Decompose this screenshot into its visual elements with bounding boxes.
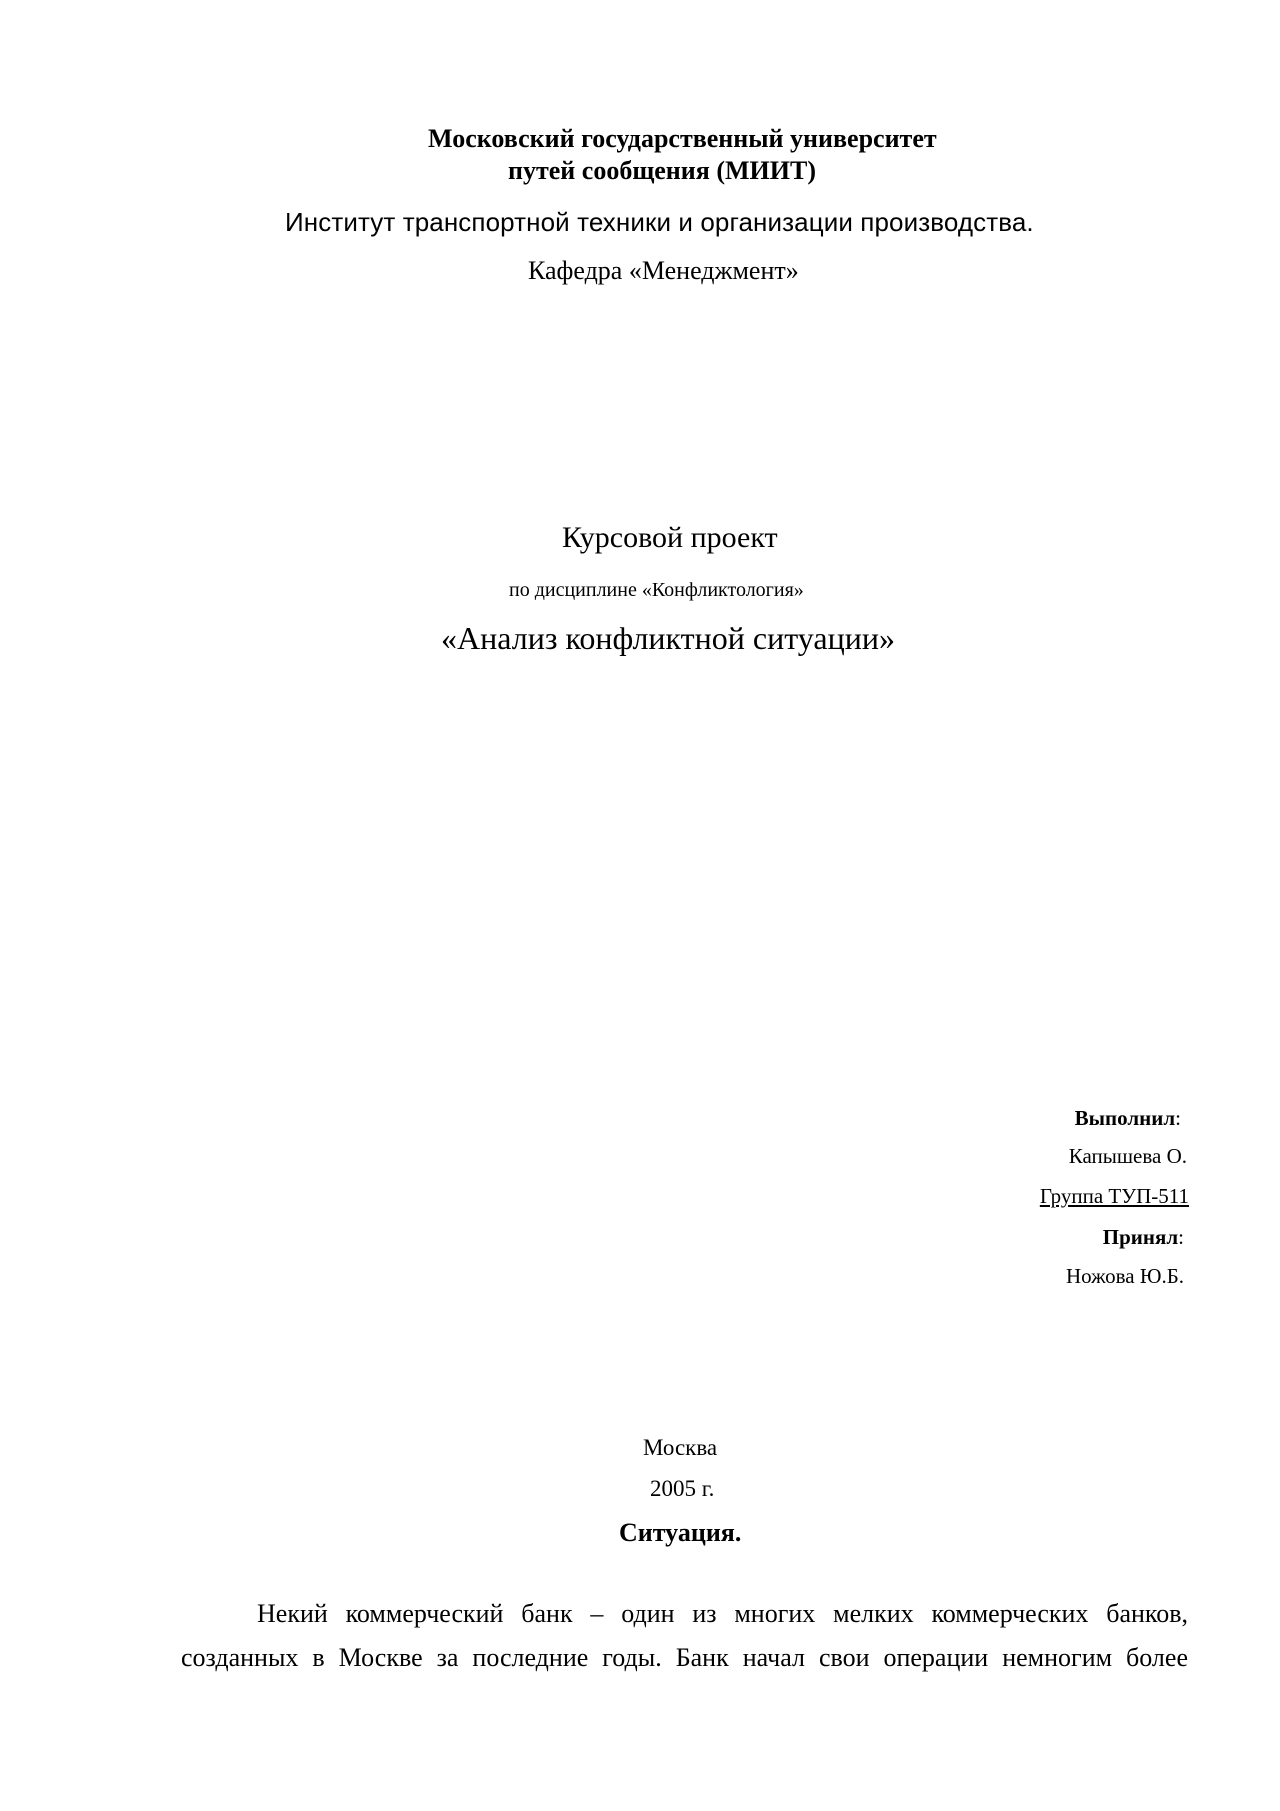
university-name-line2: путей сообщения (МИИТ)	[508, 156, 816, 185]
situation-heading: Ситуация.	[619, 1518, 742, 1547]
department-name: Кафедра «Менеджмент»	[528, 256, 799, 285]
accepted-by-colon: :	[1178, 1225, 1184, 1249]
work-type: Курсовой проект	[562, 521, 778, 554]
accepted-by-label	[1103, 1227, 1184, 1248]
performed-by-colon: :	[1175, 1106, 1181, 1130]
performed-by-label	[1075, 1108, 1181, 1129]
accepted-by-text: Принял	[1102, 1225, 1179, 1249]
teacher-name: Ножова Ю.Б.	[1066, 1264, 1184, 1288]
student-group: Группа ТУП-511	[1039, 1184, 1189, 1208]
discipline: по дисциплине «Конфликтология»	[509, 579, 804, 601]
year: 2005 г.	[650, 1476, 715, 1501]
paragraph-line: созданных в Москве за последние годы. Банк начал свои операции немногим более	[181, 1643, 1188, 1672]
paragraph-line: Некий коммерческий банк – один из многих мелких коммерческих банков,	[257, 1599, 1188, 1628]
city: Москва	[643, 1435, 718, 1460]
institute-name: Институт транспортной техники и организации производства.	[285, 207, 1034, 237]
project-topic: «Анализ конфликтной ситуации»	[441, 620, 895, 656]
situation-paragraph	[181, 1592, 1188, 1680]
university-name-line1: Московский государственный университет	[428, 124, 937, 153]
author-name: Капышева О.	[1068, 1144, 1187, 1168]
performed-by-text: Выполнил	[1074, 1106, 1176, 1130]
